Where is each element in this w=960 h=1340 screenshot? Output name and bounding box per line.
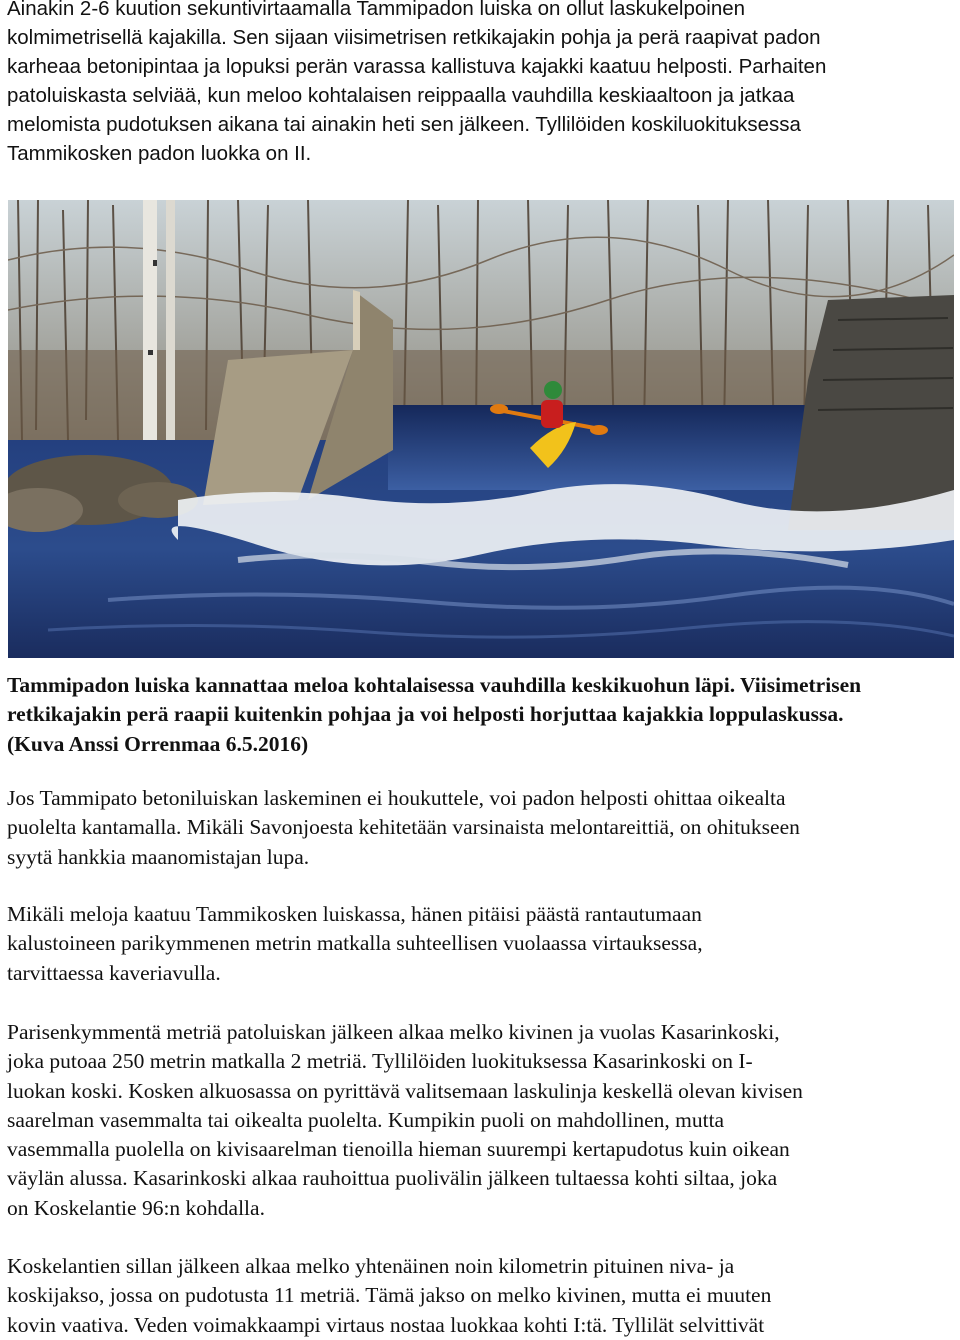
paragraph-bypass: [7, 784, 953, 872]
intro-line: Tammikosken padon luokka on II.: [7, 142, 312, 165]
paragraph-koskelantie: [7, 1252, 953, 1340]
caption-line: Tammipadon luiska kannattaa meloa kohtalaisessa vauhdilla keskikuohun läpi. Viisimetrisen: [7, 673, 862, 697]
weir-overflow: [388, 405, 808, 490]
paragraph-capsize: [7, 900, 953, 988]
paragraph-line: Jos Tammipato betoniluiskan laskeminen ei houkuttele, voi padon helposti ohittaa oikealta: [7, 786, 786, 810]
paragraph-line: tarvittaessa kaveriavulla.: [7, 960, 221, 985]
paragraph-line: puolelta kantamalla. Mikäli Savonjoesta kehitetään varsinaista melontareittiä, on ohitukseen: [7, 815, 800, 840]
paragraph-line: koskijakso, jossa on pudotusta 11 metriä. Tämä jakso on melko kivinen, mutta ei muuten: [7, 1283, 772, 1308]
paragraph-line: on Koskelantie 96:n kohdalla.: [7, 1195, 265, 1220]
paragraph-line: Parisenkymmentä metriä patoluiskan jälkeen alkaa melko kivinen ja vuolas Kasarinkoski,: [7, 1020, 780, 1044]
paragraph-line: luokan koski. Kosken alkuosassa on pyrittävä valitsemaan laskulinja keskellä olevan kivisen: [7, 1078, 803, 1103]
paragraph-line: joka putoaa 250 metrin matkalla 2 metriä. Tyllilöiden luokituksessa Kasarinkoski on I-: [7, 1049, 753, 1074]
paragraph-line: vasemmalla puolella on kivisaarelman tienoilla hieman suurempi kertapudotus kuin oikean: [7, 1137, 790, 1162]
paragraph-line: Mikäli meloja kaatuu Tammikosken luiskassa, hänen pitäisi päästä rantautumaan: [7, 902, 702, 926]
caption-line: (Kuva Anssi Orrenmaa 6.5.2016): [7, 731, 309, 756]
intro-paragraph: [7, 0, 953, 168]
paragraph-line: syytä hankkia maanomistajan lupa.: [7, 844, 310, 869]
intro-line: melomista pudotuksen aikana tai ainakin heti sen jälkeen. Tyllilöiden koskiluokituksessa: [7, 113, 801, 136]
paragraph-kasarinkoski: [7, 1018, 953, 1223]
photo-caption: [7, 671, 953, 759]
intro-line: Ainakin 2-6 kuution sekuntivirtaamalla Tammipadon luiska on ollut laskukelpoinen: [7, 0, 746, 20]
paragraph-line: kovin vaativa. Veden voimakkaampi virtaus nostaa luokkaa kohti I:tä. Tyllilät selvittivät: [7, 1312, 765, 1337]
paragraph-line: väylän alussa. Kasarinkoski alkaa rauhoittua puolivälin jälkeen tultaessa kohti siltaa, joka: [7, 1166, 778, 1191]
caption-line: retkikajakin perä raapii kuitenkin pohjaa ja voi helposti horjuttaa kajakkia loppulaskussa.: [7, 702, 844, 727]
dam-kayak-photo: [8, 200, 954, 658]
paragraph-line: Koskelantien sillan jälkeen alkaa melko yhtenäinen noin kilometrin pituinen niva- ja: [7, 1254, 735, 1278]
paragraph-line: kalustoineen parikymmenen metrin matkalla suhteellisen vuolaassa virtauksessa,: [7, 931, 703, 956]
paragraph-line: saarelman vasemmalta tai oikealta puolelta. Kumpikin puoli on mahdollinen, mutta: [7, 1107, 725, 1132]
intro-line: patoluiskasta selviää, kun meloo kohtalaisen reippaalla vauhdilla keskiaaltoon ja jatkaa: [7, 84, 795, 107]
intro-line: kolmimetrisellä kajakilla. Sen sijaan viisimetrisen retkikajakin pohja ja perä raapivat padon: [7, 26, 821, 49]
intro-line: karheaa betonipintaa ja lopuksi perän varassa kallistuva kajakki kaatuu helposti. Parhaiten: [7, 55, 827, 78]
